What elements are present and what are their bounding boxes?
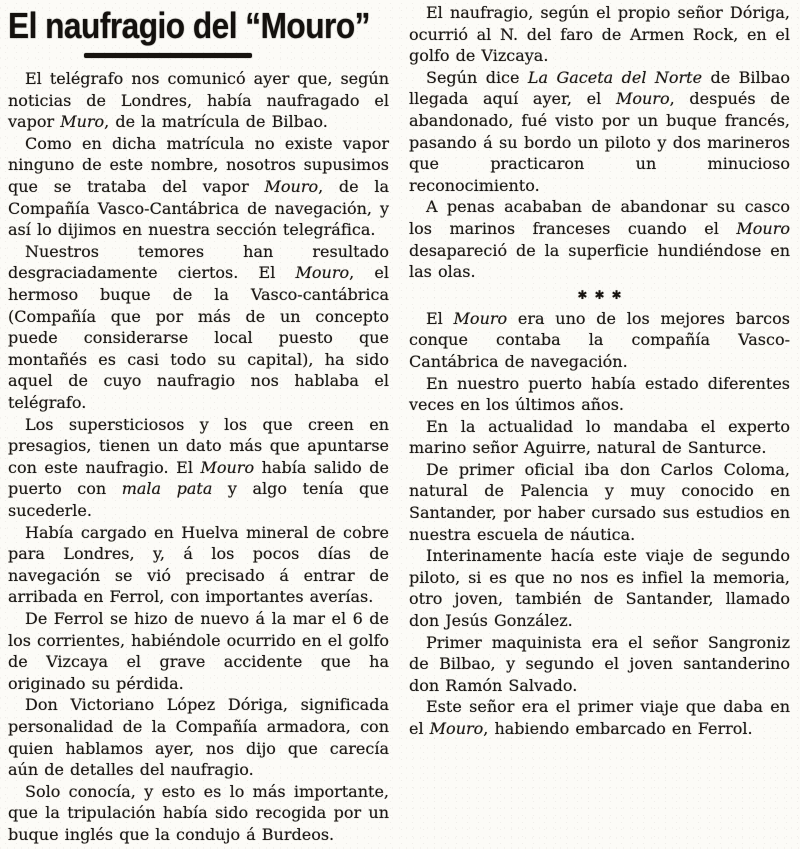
left-column-paragraphs	[8, 68, 389, 845]
right-column-paragraphs-top	[409, 2, 790, 283]
text-run: Los supersticiosos y los que creen en presagios, tienen un dato más que apuntarse con este naufragio. El	[8, 414, 389, 477]
text-run: había salido de puerto con	[8, 457, 389, 499]
article-paragraph	[8, 133, 389, 241]
right-column-paragraphs-bottom	[409, 308, 790, 740]
text-run: Como en dicha matrícula no existe vapor ninguno de este nombre, nosotros supusimos que se trataba del vapor	[8, 133, 389, 197]
text-run: Nuestros temores han resultado desgraciadamente ciertos. El	[8, 241, 389, 283]
article-paragraph	[8, 781, 389, 846]
italic-text-run: Mouro	[429, 719, 484, 738]
article-title: El naufragio del “Mouro”	[8, 4, 370, 47]
left-column	[8, 2, 389, 845]
text-run: , de la Compañía Vasco-Cantábrica de navegación, y así lo dijimos en nuestra sección telegráfica.	[8, 177, 390, 240]
article-paragraph	[409, 373, 790, 416]
text-run: En nuestro puerto había estado diferentes veces en los últimos años.	[409, 373, 790, 415]
right-column	[409, 2, 790, 845]
italic-text-run: Mouro	[200, 457, 255, 477]
italic-text-run: Mouro	[264, 177, 319, 197]
italic-text-run: mala pata	[121, 479, 213, 499]
text-run: A penas acababan de abandonar su casco los marinos franceses cuando el	[409, 197, 790, 238]
text-run: , de la matrícula de Bilbao.	[104, 112, 328, 132]
italic-text-run: Mouro	[615, 89, 670, 109]
italic-text-run: Mouro	[736, 218, 790, 238]
article-paragraph	[8, 241, 389, 414]
text-run: El telégrafo nos comunicó ayer que, según noticias de Londres, había naufragado el vapor	[8, 69, 389, 132]
italic-text-run: Mouro	[295, 263, 350, 283]
article-paragraph	[409, 416, 790, 459]
article-paragraph	[409, 2, 790, 67]
text-run: En la actualidad lo mandaba el experto marino señor Aguirre, natural de Santurce.	[409, 416, 790, 458]
text-run: de Bilbao llegada aquí ayer, el	[409, 67, 790, 109]
article-paragraph	[8, 68, 389, 133]
article-paragraph	[409, 196, 790, 282]
article-paragraph	[409, 545, 790, 631]
text-run: De primer oficial iba don Carlos Coloma, natural de Palencia y muy conocido en Santander, por haber cursado sus estudios en nuestra escuela de náutica.	[409, 459, 790, 544]
text-run: Según dice	[426, 67, 528, 87]
text-run: Primer maquinista era el señor Sangroniz de Bilbao, y segundo el joven santanderino don Ramón Salvado.	[409, 632, 790, 695]
article-paragraph	[409, 632, 790, 697]
italic-text-run: La Gaceta del Norte	[527, 67, 703, 87]
article-paragraph	[409, 459, 790, 545]
italic-text-run: Mouro	[453, 308, 508, 328]
article-paragraph	[409, 308, 790, 373]
article-paragraph	[409, 696, 790, 739]
text-run: y algo tenía que sucederle.	[8, 479, 390, 520]
text-run: , habiendo embarcado en Ferrol.	[483, 719, 753, 738]
text-run: Interinamente hacía este viaje de segundo piloto, si es que no nos es infiel la memoria, otro joven, también de Santander, llamado don Jesús González.	[409, 546, 790, 631]
text-run: Solo conocía, y esto es lo más importante, que la tripulación había sido recogida por un buque inglés que la condujo á Burdeos.	[8, 781, 389, 844]
text-run: , después de abandonado, fué visto por un buque francés, pasando á su bordo un piloto y dos marineros que practicaron un minucioso reconocimiento.	[409, 89, 790, 195]
article-paragraph	[8, 694, 389, 780]
text-run: Había cargado en Huelva mineral de cobre para Londres, y, á los pocos días de navegación se vió precisado á entrar de arribada en Ferrol, con importantes averías.	[8, 522, 389, 607]
text-run: desapareció de la superficie hundiéndose en las olas.	[409, 240, 790, 282]
text-run: El naufragio, según el propio señor Dóriga, ocurrió al N. del faro de Armen Rock, en el golfo de Vizcaya.	[409, 3, 790, 66]
text-run: era uno de los mejores barcos conque contaba la compañía Vasco-Cantábrica de navegación.	[409, 308, 790, 371]
article-paragraph	[409, 67, 790, 197]
text-run: El	[426, 308, 454, 328]
asterisk-separator: ✱✱✱	[577, 287, 629, 302]
text-run: Don Victoriano López Dóriga, significada personalidad de la Compañía armadora, con quien hablamos ayer, nos dijo que carecía aún de detalles del naufragio.	[8, 695, 389, 780]
article-paragraph	[8, 522, 389, 608]
text-run: Este señor era el primer viaje que daba en el	[409, 697, 790, 738]
italic-text-run: Muro	[60, 112, 105, 132]
article-paragraph	[8, 608, 389, 694]
text-run: De Ferrol se hizo de nuevo á la mar el 6 de los corrientes, habiéndole ocurrido en el golfo de Vizcaya el grave accidente que ha originado su pérdida.	[8, 608, 389, 693]
article-paragraph	[8, 414, 389, 522]
title-underline-rule	[84, 53, 252, 58]
text-run: , el hermoso buque de la Vasco-cantábrica (Compañía que por más de un concepto puede considerarse local puesto que montañés es casi todo su capital), ha sido aquel de cuyo naufragio nos hablaba el telégrafo.	[8, 263, 390, 412]
